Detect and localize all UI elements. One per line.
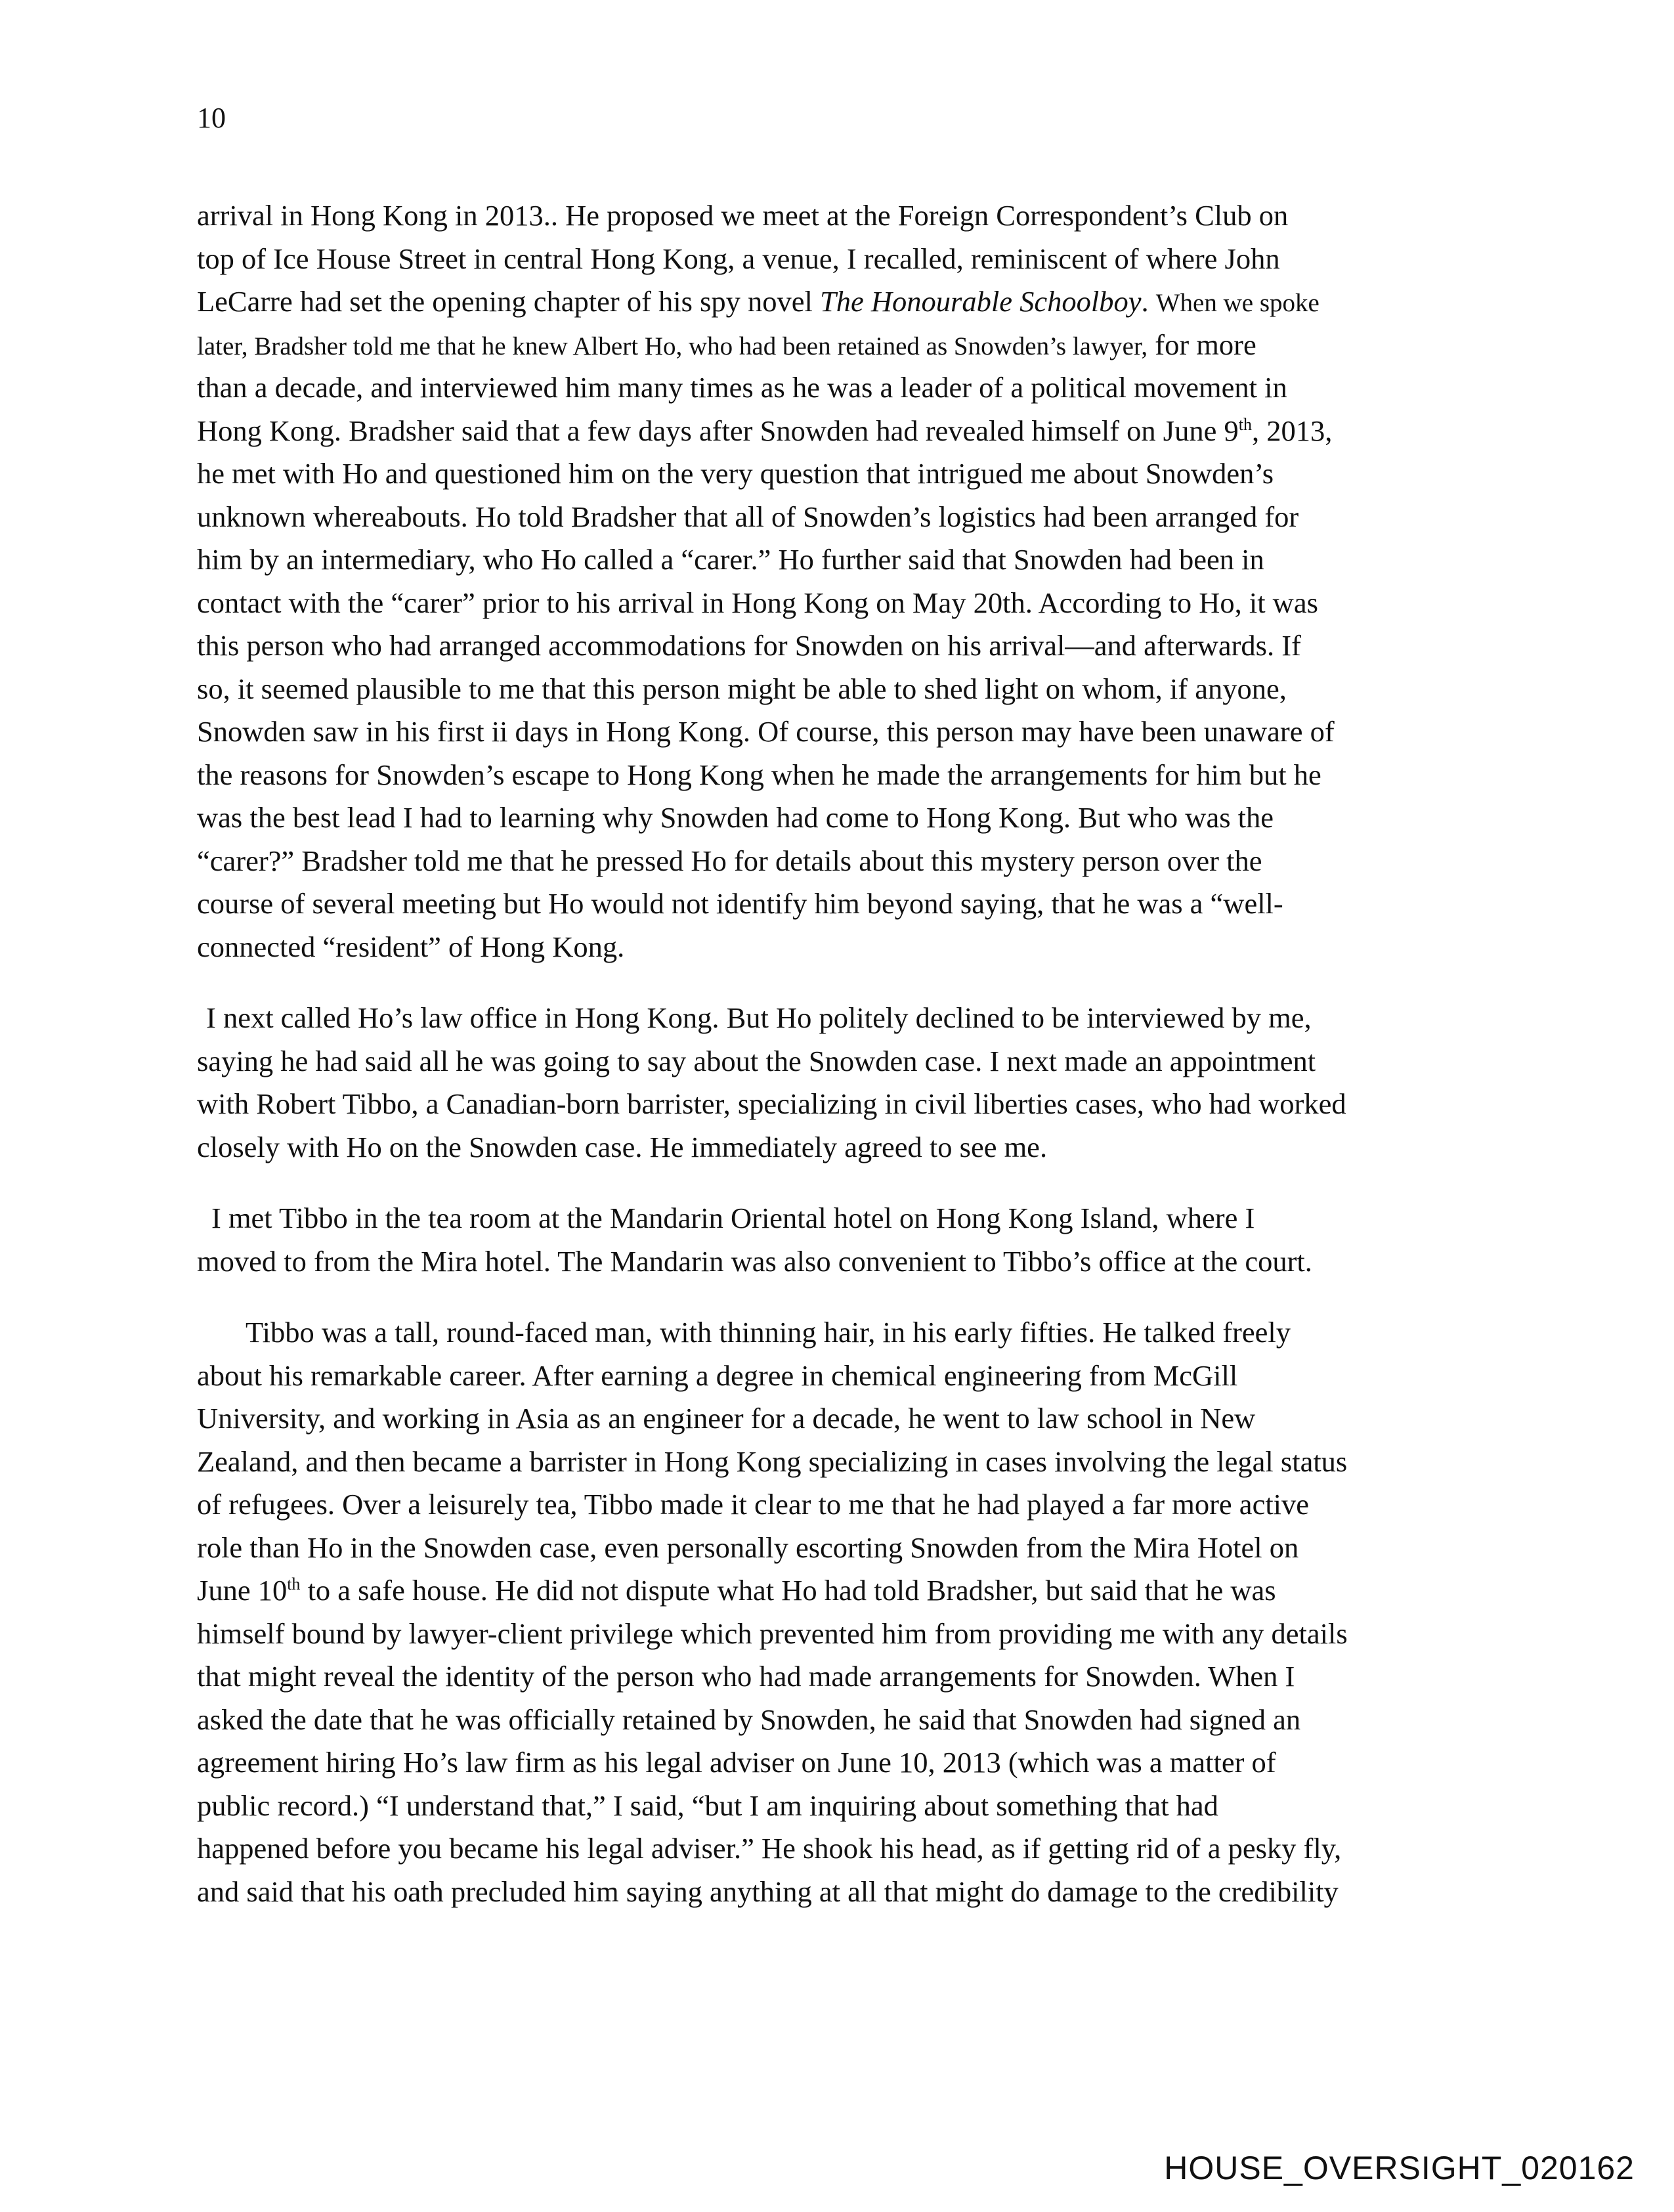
text-line: University, and working in Asia as an engineer for a decade, he went to law school in New <box>197 1402 1256 1435</box>
text-line: I met Tibbo in the tea room at the Mandarin Oriental hotel on Hong Kong Island, where I <box>211 1202 1255 1234</box>
text-line: than a decade, and interviewed him many times as he was a leader of a political movement in <box>197 371 1287 404</box>
ordinal-superscript: th <box>287 1574 301 1594</box>
text-line: closely with Ho on the Snowden case. He immediately agreed to see me. <box>197 1130 1048 1163</box>
text-line: of refugees. Over a leisurely tea, Tibbo made it clear to me that he had played a far more active <box>197 1488 1310 1521</box>
page-number: 10 <box>197 102 226 134</box>
text-line: with Robert Tibbo, a Canadian-born barrister, specializing in civil liberties cases, who had worked <box>197 1087 1346 1120</box>
text-line: public record.) “I understand that,” I said, “but I am inquiring about something that had <box>197 1789 1218 1822</box>
text-line: “carer?” Bradsher told me that he pressed Ho for details about this mystery person over the <box>197 844 1262 877</box>
text-line: contact with the “carer” prior to his arrival in Hong Kong on May 20th. According to Ho, it was <box>197 586 1318 619</box>
text-segment: June 10 <box>197 1574 288 1607</box>
text-line: asked the date that he was officially retained by Snowden, he said that Snowden had signed an <box>197 1702 1301 1736</box>
text-segment: , 2013, <box>1251 414 1333 447</box>
text-line <box>197 280 1484 324</box>
text-line <box>197 324 1484 367</box>
text-segment: Hong Kong. Bradsher said that a few days after Snowden had revealed himself on June 9 <box>197 414 1239 447</box>
text-line <box>197 1569 1484 1613</box>
text-line: Snowden saw in his first ii days in Hong Kong. Of course, this person may have been unaware of <box>197 715 1335 748</box>
paragraph-4 <box>197 1311 1484 1913</box>
text-line: and said that his oath precluded him saying anything at all that might do damage to the credibility <box>197 1875 1339 1908</box>
text-line: connected “resident” of Hong Kong. <box>197 930 625 963</box>
text-segment: LeCarre had set the opening chapter of his spy novel <box>197 285 821 318</box>
text-line: was the best lead I had to learning why Snowden had come to Hong Kong. But who was the <box>197 801 1274 834</box>
text-line: him by an intermediary, who Ho called a “carer.” Ho further said that Snowden had been in <box>197 543 1264 576</box>
book-title: The Honourable Schoolboy <box>820 285 1142 318</box>
text-line: about his remarkable career. After earning a degree in chemical engineering from McGill <box>197 1358 1238 1392</box>
paragraph-1 <box>197 194 1484 968</box>
text-line: arrival in Hong Kong in 2013.. He proposed we meet at the Foreign Correspondent’s Club on <box>197 199 1289 232</box>
text-line: course of several meeting but Ho would not identify him beyond saying, that he was a “well- <box>197 887 1283 920</box>
text-line: I next called Ho’s law office in Hong Kong. But Ho politely declined to be interviewed by me, <box>206 1001 1312 1034</box>
paragraph-3 <box>197 1197 1484 1283</box>
text-line <box>197 410 1484 453</box>
document-id-footer: HOUSE_OVERSIGHT_020162 <box>1164 2150 1635 2186</box>
text-segment: . <box>1141 285 1156 318</box>
text-line: top of Ice House Street in central Hong Kong, a venue, I recalled, reminiscent of where John <box>197 242 1280 275</box>
text-line: that might reveal the identity of the person who had made arrangements for Snowden. When I <box>197 1660 1295 1693</box>
text-line: so, it seemed plausible to me that this person might be able to shed light on whom, if anyone, <box>197 672 1287 705</box>
text-line: saying he had said all he was going to say about the Snowden case. I next made an appointment <box>197 1044 1316 1077</box>
small-text-segment: When we spoke <box>1155 289 1320 317</box>
text-line: Zealand, and then became a barrister in Hong Kong specializing in cases involving the legal status <box>197 1444 1348 1478</box>
text-line: role than Ho in the Snowden case, even personally escorting Snowden from the Mira Hotel on <box>197 1530 1299 1564</box>
text-line: Tibbo was a tall, round-faced man, with thinning hair, in his early fifties. He talked freely <box>246 1316 1291 1349</box>
text-line: this person who had arranged accommodations for Snowden on his arrival—and afterwards. If <box>197 629 1301 662</box>
text-line: he met with Ho and questioned him on the very question that intrigued me about Snowden’s <box>197 457 1274 490</box>
text-line: the reasons for Snowden’s escape to Hong Kong when he made the arrangements for him but he <box>197 758 1321 791</box>
body-text <box>197 194 1484 1913</box>
text-line: moved to from the Mira hotel. The Mandarin was also convenient to Tibbo’s office at the court. <box>197 1244 1312 1278</box>
ordinal-superscript: th <box>1238 414 1252 434</box>
text-line: happened before you became his legal adviser.” He shook his head, as if getting rid of a pesky fly, <box>197 1832 1342 1865</box>
text-line: agreement hiring Ho’s law firm as his legal adviser on June 10, 2013 (which was a matter of <box>197 1746 1276 1779</box>
paragraph-2 <box>197 997 1484 1169</box>
text-line: unknown whereabouts. Ho told Bradsher that all of Snowden’s logistics had been arranged for <box>197 500 1299 533</box>
text-line: himself bound by lawyer-client privilege which prevented him from providing me with any details <box>197 1616 1348 1650</box>
small-text-segment: later, Bradsher told me that he knew Albert Ho, who had been retained as Snowden’s lawyer, <box>197 332 1148 360</box>
text-segment: for more <box>1148 328 1256 361</box>
text-segment: to a safe house. He did not dispute what Ho had told Bradsher, but said that he was <box>300 1574 1276 1607</box>
